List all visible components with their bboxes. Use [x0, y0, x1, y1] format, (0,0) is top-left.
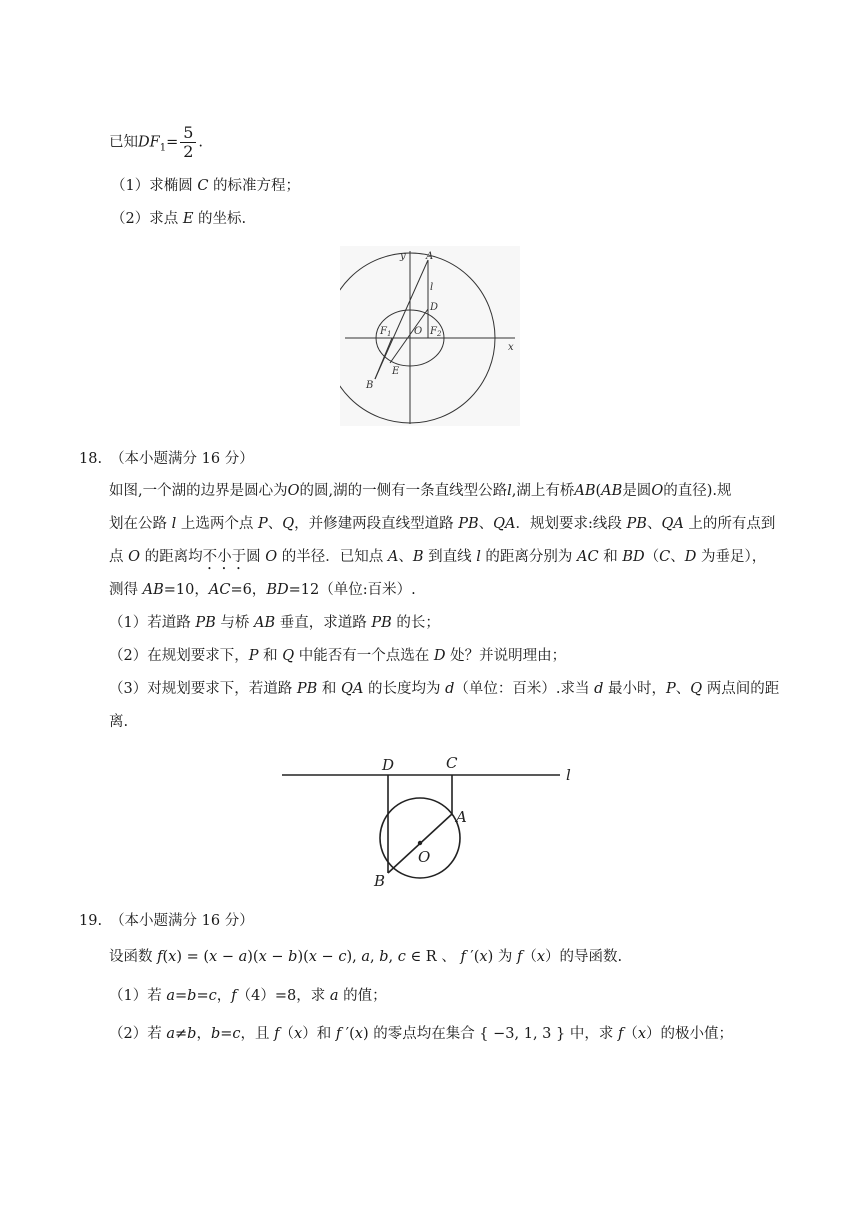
text: （ [279, 1026, 295, 1042]
var: a [166, 1026, 175, 1042]
var: x [294, 1026, 303, 1042]
text: ）的极小值； [646, 1026, 734, 1042]
fig1-label-f2: F [430, 326, 437, 337]
text: = [196, 988, 209, 1004]
fraction-five-halves [180, 124, 196, 161]
var: l [171, 516, 177, 532]
var: PB [195, 615, 216, 631]
text: 、 [670, 549, 685, 565]
text: 测得 [109, 582, 143, 598]
var: A [387, 549, 399, 565]
fig1-label-f1: F [380, 326, 387, 337]
lake-road-figure [280, 750, 600, 890]
var: f [516, 949, 523, 965]
text: ，且 [240, 1026, 275, 1042]
var: AC [208, 582, 231, 598]
text: 和 [317, 681, 341, 697]
text: ， [216, 988, 232, 1004]
text: ) 为 [487, 949, 517, 965]
var: x [308, 949, 317, 965]
var: AB [574, 483, 596, 499]
q18-part1 [109, 613, 440, 633]
var: P [248, 648, 259, 664]
text: 、 [267, 516, 283, 532]
text: 处？并说明理由； [445, 648, 567, 664]
var: P [665, 681, 676, 697]
text: )( [247, 949, 259, 965]
text: ）和 [302, 1026, 336, 1042]
var: PB [371, 615, 392, 631]
text: （2）在规划要求下， [109, 648, 249, 664]
fraction-denominator: 2 [183, 142, 194, 161]
var: x [168, 949, 177, 965]
text: 、 [646, 516, 662, 532]
text: ), [346, 949, 362, 965]
period: . [198, 134, 204, 151]
fig1-label-b: B [366, 380, 374, 391]
df-label: DF [138, 134, 160, 151]
df-subscript: 1 [159, 142, 167, 154]
known-condition-line [109, 124, 203, 161]
q18-part3-cont [109, 712, 128, 732]
text: ( [595, 483, 602, 499]
var: x [209, 949, 218, 965]
text: 的长度均为 [363, 681, 446, 697]
text: =10， [163, 582, 209, 598]
text: =6， [230, 582, 267, 598]
var: PB [296, 681, 318, 697]
fig2-label-c: C [446, 754, 458, 772]
var: d [594, 681, 604, 697]
q18-para2 [109, 514, 775, 534]
var: x [258, 949, 267, 965]
var: QA [661, 516, 684, 532]
text: 、 [398, 549, 413, 565]
text: 最小时， [603, 681, 666, 697]
q19-intro [109, 947, 622, 967]
var: QA [340, 681, 364, 697]
text: 为垂足）， [696, 549, 767, 565]
text: （1）若 [109, 988, 167, 1004]
text: ) = ( [176, 949, 210, 965]
text: 和 [598, 549, 623, 565]
text: 点 [109, 549, 129, 565]
text: 如图,一个湖的边界是圆心为 [109, 483, 288, 499]
q18-para3 [109, 547, 766, 573]
fig1-label-x: x [508, 342, 514, 353]
text: 离. [109, 714, 129, 730]
var: f [157, 949, 163, 965]
var: Q [282, 516, 295, 532]
text: 的标准方程； [208, 178, 301, 194]
q19-part2 [109, 1024, 733, 1044]
q18-number: 18. [79, 451, 103, 467]
text: （3）对规划要求下，若道路 [109, 681, 297, 697]
var: PB [458, 516, 479, 532]
text: 、 [675, 681, 691, 697]
var: Q [282, 648, 295, 664]
text: = [220, 1026, 233, 1042]
emphasized-text: 不小于 [202, 549, 247, 565]
var: P [257, 516, 268, 532]
text: ）的导函数. [545, 949, 623, 965]
center-point-o [418, 841, 422, 845]
var: f [274, 1026, 280, 1042]
text: ) 的零点均在集合 { −3, 1, 3 } 中，求 [362, 1026, 618, 1042]
q18-part3 [109, 679, 779, 699]
fig1-label-l: l [430, 282, 434, 293]
text: 的坐标. [193, 211, 247, 227]
text: 和 [258, 648, 283, 664]
var: f [617, 1026, 624, 1042]
var: a [361, 949, 370, 965]
q18-para1 [109, 481, 731, 501]
text: ．规划要求:线段 [515, 516, 627, 532]
q19-number: 19. [79, 913, 103, 929]
var: f [335, 1026, 342, 1042]
var: x [479, 949, 488, 965]
text: ( [162, 949, 169, 965]
var: f [231, 988, 237, 1004]
text: （4）=8，求 [236, 988, 330, 1004]
var: b [187, 988, 197, 1004]
fig2-label-a: A [456, 808, 467, 826]
fig1-label-d: D [430, 302, 439, 313]
text: （1）若道路 [109, 615, 196, 631]
var: AC [577, 549, 599, 565]
fig2-label-l: l [566, 766, 571, 784]
text: = [175, 988, 188, 1004]
text: 中能否有一个点选在 [294, 648, 434, 664]
text: − [316, 949, 339, 965]
var: x [354, 1026, 363, 1042]
q18-para4 [109, 580, 416, 600]
var: b [187, 1026, 197, 1042]
q17-part2 [111, 209, 246, 229]
lake-circle [380, 798, 460, 878]
text: 垂直，求道路 [275, 615, 372, 631]
text: 设函数 [109, 949, 158, 965]
fig1-label-a: A [426, 251, 434, 262]
var: O [128, 549, 140, 565]
fraction-numerator: 5 [180, 124, 196, 143]
var: QA [493, 516, 516, 532]
text: 的半径．已知点 [277, 549, 388, 565]
var: AB [601, 483, 623, 499]
var: BD [266, 582, 289, 598]
fig1-label-e: E [392, 366, 400, 377]
var: x [536, 949, 546, 965]
q17-part1 [111, 176, 300, 196]
text: ′( [341, 1026, 355, 1042]
text: （ [522, 949, 537, 965]
fig1-label-o: O [414, 326, 423, 337]
text: ′( [465, 949, 480, 965]
var: AB [253, 615, 276, 631]
var: O [265, 549, 278, 565]
var: f [460, 949, 466, 965]
q19-header [79, 911, 254, 931]
var: B [412, 549, 424, 565]
var: a [166, 988, 175, 1004]
var: O [651, 483, 664, 499]
text: 与桥 [215, 615, 254, 631]
known-prefix: 已知 [109, 134, 138, 151]
var: a [238, 949, 248, 965]
fig1-label-y: y [400, 251, 406, 262]
text: =12（单位:百米）. [288, 582, 416, 598]
text: 的直径).规 [663, 483, 732, 499]
text: 的圆,湖的一侧有一条直线型公路 [299, 483, 508, 499]
fig2-label-b: B [374, 872, 386, 890]
text: 的值； [338, 988, 387, 1004]
var: x [637, 1026, 647, 1042]
text: 上选两个点 [176, 516, 258, 532]
var: b [210, 1026, 221, 1042]
text: 两点间的距 [702, 681, 780, 697]
var: c [338, 949, 347, 965]
text: ≠ [175, 1026, 188, 1042]
var: C [659, 549, 671, 565]
text: （2）求点 [111, 211, 183, 227]
text: 的距离分别为 [480, 549, 578, 565]
fig1-label-f1-sub: 1 [387, 330, 392, 338]
text: （1）求椭圆 [111, 178, 198, 194]
text: （ [644, 549, 660, 565]
q19-score: （本小题满分 16 分） [110, 913, 254, 929]
var: c [397, 949, 406, 965]
text: 上的所有点到 [683, 516, 776, 532]
text: − [217, 949, 239, 965]
equals-sign: = [166, 134, 179, 151]
text: ∈ R 、 [405, 949, 461, 965]
var: a [329, 988, 339, 1004]
text: 的长； [391, 615, 440, 631]
var: b [379, 949, 389, 965]
var: O [287, 483, 300, 499]
var: D [684, 549, 697, 565]
var: D [433, 648, 446, 664]
var: AB [142, 582, 164, 598]
ellipse-circle-figure [340, 246, 520, 426]
text: 圆 [246, 549, 266, 565]
fig1-label-f2-sub: 2 [437, 330, 442, 338]
text: 的距离均 [140, 549, 203, 565]
var: d [445, 681, 455, 697]
text: ，并修建两段直线型道路 [294, 516, 459, 532]
text: 划在公路 [109, 516, 172, 532]
text: )( [297, 949, 309, 965]
text: , [388, 949, 398, 965]
text: 是圆 [622, 483, 652, 499]
var: BD [622, 549, 645, 565]
q18-part2 [109, 646, 566, 666]
var: C [197, 178, 209, 194]
fig2-label-o: O [418, 848, 431, 866]
text: ， [196, 1026, 211, 1042]
var: c [232, 1026, 241, 1042]
q18-score: （本小题满分 16 分） [110, 451, 254, 467]
var: b [288, 949, 298, 965]
text: （ [623, 1026, 638, 1042]
var: l [476, 549, 481, 565]
var: l [507, 483, 512, 499]
var: Q [690, 681, 703, 697]
var: E [182, 211, 194, 227]
text: − [266, 949, 289, 965]
var: PB [626, 516, 647, 532]
text: （单位：百米）.求当 [454, 681, 595, 697]
q18-header [79, 449, 254, 469]
var: c [208, 988, 217, 1004]
text: ,湖上有桥 [511, 483, 575, 499]
q19-part1 [109, 986, 387, 1006]
fig2-label-d: D [382, 756, 395, 774]
text: 、 [478, 516, 494, 532]
text: （2）若 [109, 1026, 167, 1042]
text: 到直线 [423, 549, 477, 565]
text: , [370, 949, 380, 965]
